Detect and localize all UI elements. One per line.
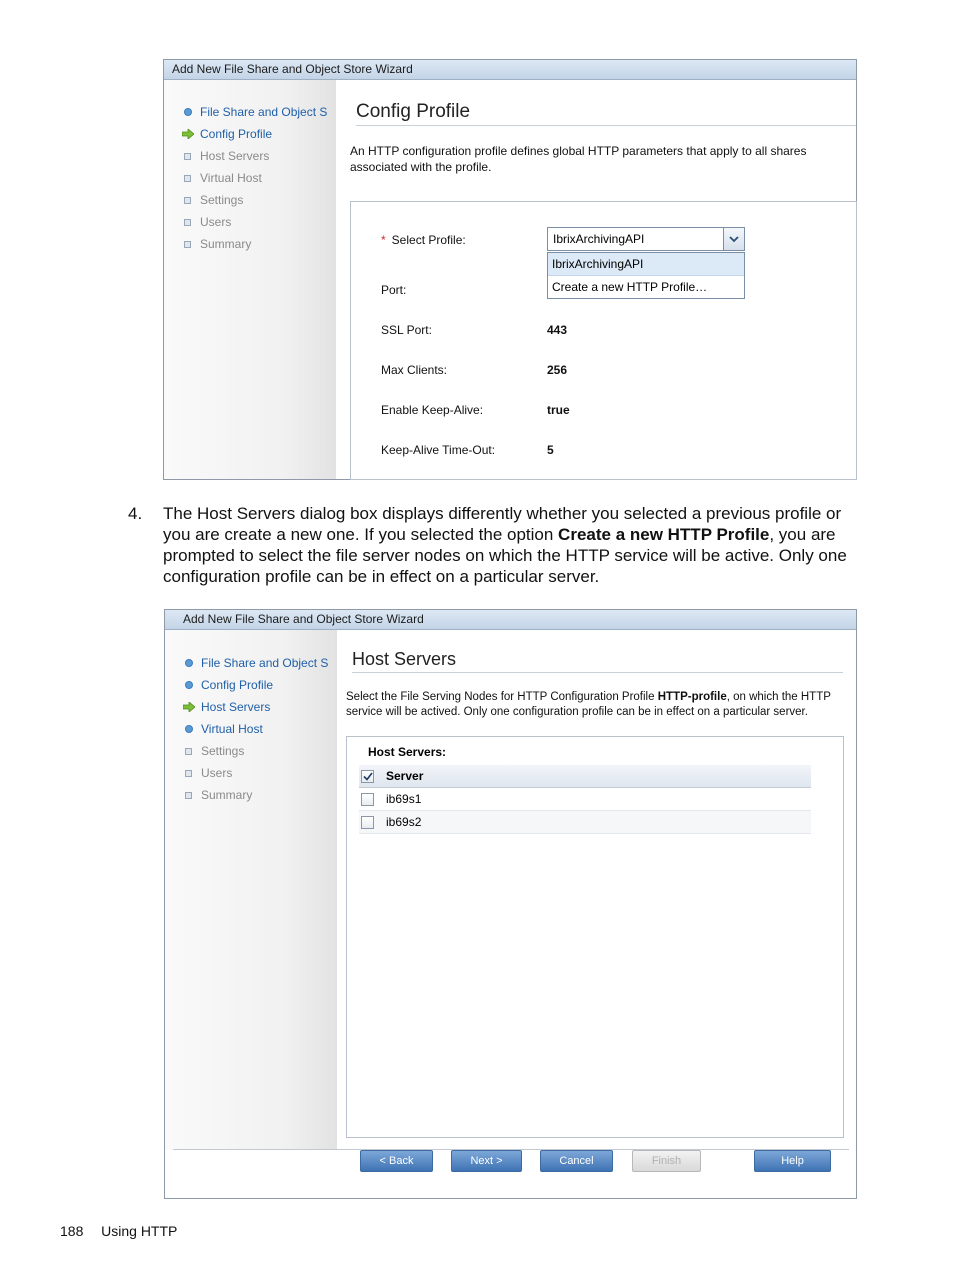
step-file-share[interactable] — [183, 652, 328, 674]
dropdown-option[interactable]: Create a new HTTP Profile… — [552, 280, 708, 294]
required-marker: * — [381, 233, 386, 247]
step-text — [163, 503, 863, 587]
server-name: ib69s2 — [386, 815, 422, 829]
page-title: Host Servers — [352, 649, 843, 673]
dropdown-option[interactable]: IbrixArchivingAPI — [548, 253, 744, 276]
step-label: Virtual Host — [200, 171, 262, 185]
step-settings[interactable] — [183, 740, 328, 762]
table-row[interactable] — [359, 811, 811, 834]
cancel-button[interactable]: Cancel — [540, 1150, 613, 1172]
checkmark-icon — [363, 772, 373, 781]
step-pending-icon — [184, 175, 191, 182]
step-label: Host Servers — [201, 700, 271, 714]
step-done-icon — [185, 659, 193, 667]
step-summary[interactable] — [182, 233, 327, 255]
wizard-sidebar — [165, 630, 337, 1150]
table-header — [359, 765, 811, 788]
host-servers-group — [346, 736, 844, 1138]
help-button[interactable]: Help — [754, 1150, 831, 1172]
step-number: 4. — [128, 504, 143, 523]
step-host-servers[interactable] — [182, 145, 327, 167]
step-pending-icon — [184, 197, 191, 204]
profile-name: HTTP-profile — [657, 691, 727, 703]
next-button[interactable]: Next > — [451, 1150, 522, 1172]
text-run: , you are prompted to select the file server nodes on which the HTTP service will be active. Only one configuration profile can be in effect on a particular server. — [163, 525, 847, 586]
profile-select[interactable] — [547, 227, 745, 251]
step-config-profile[interactable] — [183, 674, 328, 696]
servers-table — [359, 765, 811, 834]
chevron-down-icon — [729, 236, 739, 243]
step-label: Config Profile — [201, 678, 274, 692]
ssl-port-label: SSL Port: — [381, 323, 432, 337]
step-label: File Share and Object S — [200, 105, 328, 119]
host-servers-dialog — [164, 609, 857, 1199]
keepalive-value: true — [547, 403, 570, 417]
panel-description: An HTTP configuration profile defines global HTTP parameters that apply to all shares associated with the profile. — [350, 144, 807, 174]
step-done-icon — [185, 681, 193, 689]
wizard-sidebar — [164, 80, 336, 479]
bold-option-name: Create a new HTTP Profile — [558, 525, 770, 544]
step-label: Virtual Host — [201, 722, 263, 736]
step-pending-icon — [185, 748, 192, 755]
step-users[interactable] — [182, 211, 327, 233]
port-label: Port: — [381, 283, 407, 297]
row-checkbox[interactable] — [361, 816, 374, 829]
max-clients-label: Max Clients: — [381, 363, 448, 377]
text-run: , on which the HTTP service will be actived. Only one configuration profile can be in effect on a particular server. — [346, 691, 831, 718]
step-file-share[interactable] — [182, 101, 327, 123]
select-profile-label — [381, 233, 466, 247]
step-virtual-host[interactable] — [183, 718, 328, 740]
table-row[interactable] — [359, 788, 811, 811]
step-label: Users — [201, 766, 233, 780]
dialog-title: Add New File Share and Object Store Wizard — [165, 610, 856, 630]
section-title: Using HTTP — [101, 1223, 178, 1239]
step-pending-icon — [185, 792, 192, 799]
finish-button[interactable]: Finish — [632, 1150, 701, 1172]
ssl-port-value: 443 — [547, 323, 568, 337]
max-clients-value: 256 — [547, 363, 568, 377]
step-done-icon — [184, 108, 192, 116]
step-pending-icon — [184, 241, 191, 248]
dialog-title: Add New File Share and Object Store Wizard — [164, 60, 856, 80]
column-header-server[interactable]: Server — [386, 769, 424, 783]
step-settings[interactable] — [182, 189, 327, 211]
profile-form — [350, 201, 857, 480]
keepalive-timeout-label: Keep-Alive Time-Out: — [381, 443, 496, 457]
dropdown-button[interactable] — [723, 228, 744, 250]
keepalive-timeout-value: 5 — [547, 443, 554, 457]
back-button[interactable]: < Back — [360, 1150, 433, 1172]
step-pending-icon — [184, 219, 191, 226]
server-name: ib69s1 — [386, 792, 422, 806]
step-config-profile[interactable] — [182, 123, 327, 145]
step-label: Host Servers — [200, 149, 270, 163]
panel-description — [346, 690, 846, 720]
step-pending-icon — [185, 770, 192, 777]
selected-value: IbrixArchivingAPI — [553, 232, 645, 246]
profile-dropdown-list — [547, 252, 745, 299]
step-virtual-host[interactable] — [182, 167, 327, 189]
current-step-arrow-icon — [182, 129, 194, 139]
select-all-checkbox[interactable] — [361, 770, 374, 783]
group-label: Host Servers: — [368, 745, 447, 759]
step-users[interactable] — [183, 762, 328, 784]
current-step-arrow-icon — [183, 702, 195, 712]
step-label: Users — [200, 215, 232, 229]
step-label: Config Profile — [200, 127, 273, 141]
text-run: Select the File Serving Nodes for HTTP Configuration Profile — [346, 691, 658, 703]
step-pending-icon — [184, 153, 191, 160]
page-title: Config Profile — [356, 101, 856, 126]
page-number: 188 — [60, 1223, 84, 1239]
field-label: Select Profile: — [391, 233, 466, 247]
step-summary[interactable] — [183, 784, 328, 806]
row-checkbox[interactable] — [361, 793, 374, 806]
step-label: Summary — [201, 788, 253, 802]
step-host-servers[interactable] — [183, 696, 328, 718]
step-label: File Share and Object S — [201, 656, 329, 670]
step-label: Settings — [201, 744, 245, 758]
step-label: Settings — [200, 193, 244, 207]
text-run: The Host Servers dialog box displays differently whether you selected a previous profile or you are create a new one. If you selected the option — [163, 504, 842, 544]
step-label: Summary — [200, 237, 252, 251]
page-footer — [60, 1223, 177, 1239]
config-profile-dialog — [163, 59, 857, 480]
keepalive-label: Enable Keep-Alive: — [381, 403, 484, 417]
step-done-icon — [185, 725, 193, 733]
